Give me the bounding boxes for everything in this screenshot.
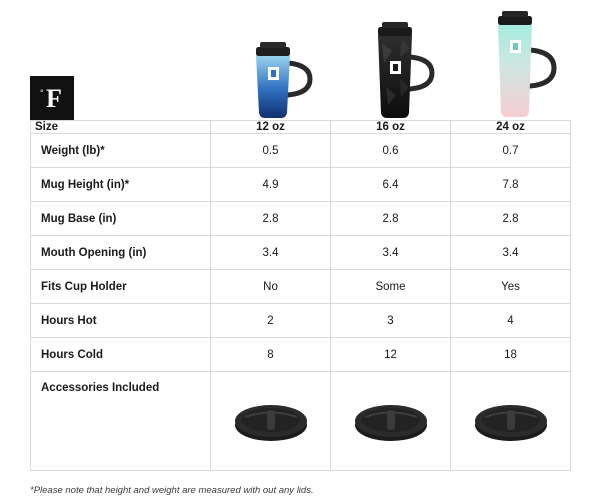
- cell-mug-height-12oz: 4.9: [211, 168, 331, 202]
- row-label-hours-hot: Hours Hot: [31, 304, 211, 338]
- lid-icon: [349, 395, 433, 445]
- cell-mug-height-16oz: 6.4: [331, 168, 451, 202]
- table-row: [31, 304, 571, 338]
- cell-accessories-16oz: [331, 372, 451, 471]
- mug-12oz-icon: [210, 15, 330, 120]
- footnote: *Please note that height and weight are measured with out any lids.: [30, 485, 314, 496]
- cell-fits-cup-holder-12oz: No: [211, 270, 331, 304]
- table-row-accessories: [31, 372, 571, 471]
- product-image-16oz: [330, 5, 450, 120]
- cell-mug-base-16oz: 2.8: [331, 202, 451, 236]
- cell-hours-cold-24oz: 18: [451, 338, 571, 372]
- cell-mouth-opening-16oz: 3.4: [331, 236, 451, 270]
- table-header-row: [31, 121, 571, 134]
- row-label-fits-cup-holder: Fits Cup Holder: [31, 270, 211, 304]
- row-label-mug-height: Mug Height (in)*: [31, 168, 211, 202]
- cell-mouth-opening-24oz: 3.4: [451, 236, 571, 270]
- cell-weight-24oz: 0.7: [451, 134, 571, 168]
- product-image-24oz: [450, 5, 570, 120]
- brand-logo: [30, 76, 74, 120]
- row-label-hours-cold: Hours Cold: [31, 338, 211, 372]
- table-row: [31, 202, 571, 236]
- brand-logo-cell: [30, 34, 210, 120]
- table-row: [31, 168, 571, 202]
- cell-hours-hot-16oz: 3: [331, 304, 451, 338]
- header-col-16oz: 16 oz: [331, 121, 451, 134]
- product-image-12oz: [210, 5, 330, 120]
- cell-accessories-12oz: [211, 372, 331, 471]
- header-size-label: Size: [31, 121, 211, 134]
- cell-hours-hot-12oz: 2: [211, 304, 331, 338]
- spec-table: [30, 120, 571, 471]
- brand-letter: F: [46, 84, 62, 113]
- cell-mouth-opening-12oz: 3.4: [211, 236, 331, 270]
- cell-weight-12oz: 0.5: [211, 134, 331, 168]
- cell-mug-base-12oz: 2.8: [211, 202, 331, 236]
- product-image-row: [0, 0, 600, 120]
- row-label-mug-base: Mug Base (in): [31, 202, 211, 236]
- cell-hours-cold-16oz: 12: [331, 338, 451, 372]
- cell-mug-base-24oz: 2.8: [451, 202, 571, 236]
- mug-16oz-icon: [330, 5, 450, 120]
- table-row: [31, 134, 571, 168]
- table-row: [31, 236, 571, 270]
- lid-icon: [469, 395, 553, 445]
- lid-icon: [229, 395, 313, 445]
- table-row: [31, 270, 571, 304]
- header-col-12oz: 12 oz: [211, 121, 331, 134]
- row-label-weight: Weight (lb)*: [31, 134, 211, 168]
- cell-fits-cup-holder-24oz: Yes: [451, 270, 571, 304]
- row-label-accessories: Accessories Included: [31, 372, 211, 471]
- cell-hours-hot-24oz: 4: [451, 304, 571, 338]
- cell-fits-cup-holder-16oz: Some: [331, 270, 451, 304]
- mug-24oz-icon: [450, 0, 570, 120]
- row-label-mouth-opening: Mouth Opening (in): [31, 236, 211, 270]
- cell-weight-16oz: 0.6: [331, 134, 451, 168]
- cell-accessories-24oz: [451, 372, 571, 471]
- cell-mug-height-24oz: 7.8: [451, 168, 571, 202]
- degree-symbol: °: [40, 88, 44, 98]
- header-col-24oz: 24 oz: [451, 121, 571, 134]
- table-row: [31, 338, 571, 372]
- cell-hours-cold-12oz: 8: [211, 338, 331, 372]
